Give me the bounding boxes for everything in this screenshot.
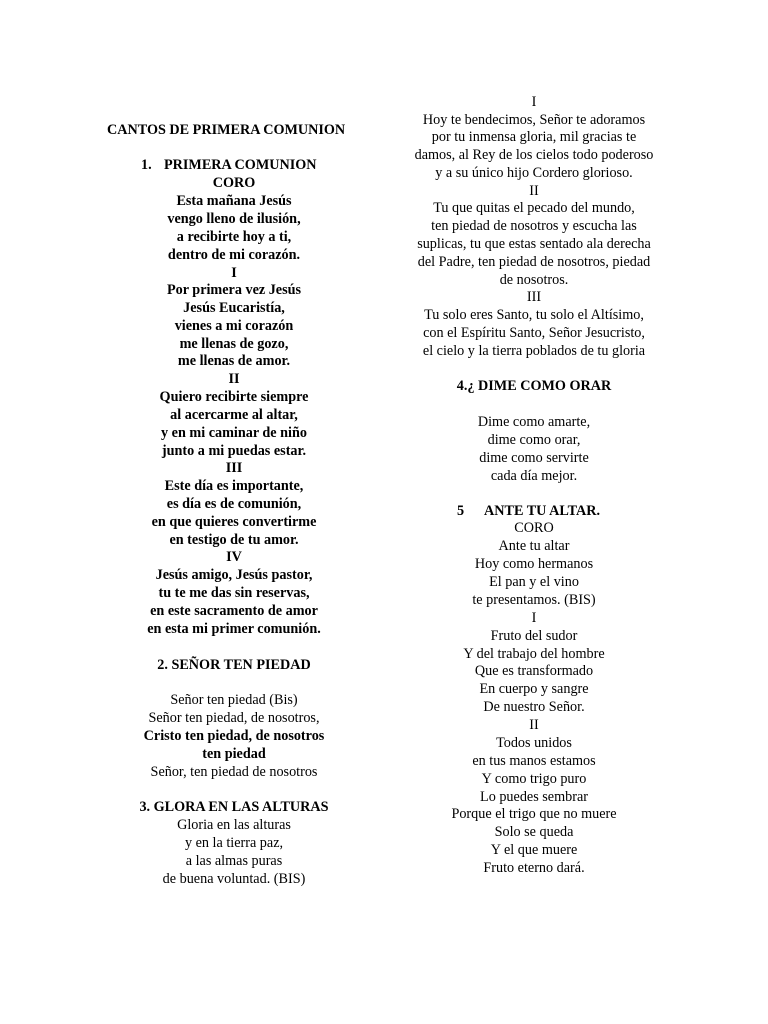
song5-number: 5 [457,503,465,519]
song2-line: Señor ten piedad (Bis) [170,692,298,708]
song4-line: Dime como amarte, [477,414,591,430]
song1-coro-line: dentro de mi corazón. [167,247,301,263]
song5-verse2-label: II [529,717,539,733]
song5-verse2-line: Lo puedes sembrar [480,789,588,805]
song1-verse2-line: y en mi caminar de niño [161,425,307,441]
song1-verse1-line: me llenas de amor. [177,353,291,369]
song1-verse1-line: Por primera vez Jesús [166,282,302,298]
song1-coro-label: CORO [212,175,256,191]
song5-verse1-line: Y del trabajo del hombre [463,646,605,662]
song1-coro-line: vengo lleno de ilusión, [167,211,301,227]
song2-bold-line: ten piedad [202,746,266,762]
song1-coro-line: a recibirte hoy a ti, [176,229,292,245]
document-title: CANTOS DE PRIMERA COMUNION [107,122,346,138]
gloria-verse1-line: por tu inmensa gloria, mil gracias te [431,129,637,145]
song5-verse2-line: Y como trigo puro [481,771,587,787]
song5-coro-line: Hoy como hermanos [474,556,594,572]
song1-verse2-line: Quiero recibirte siempre [159,389,309,405]
song5-coro-line: El pan y el vino [489,574,579,590]
song1-verse2-line: al acercarme al altar, [170,407,298,423]
song3-line: de buena voluntad. (BIS) [162,871,306,887]
gloria-verse2-line: del Padre, ten piedad de nosotros, piedad [417,254,651,270]
gloria-verse2-line: suplicas, tu que estas sentado ala derecha [417,236,651,252]
song1-verse3-line: es día es de comunión, [166,496,302,512]
song5-verse2-line: Todos unidos [496,735,572,751]
gloria-verse1-line: damos, al Rey de los cielos todo poderoso [414,147,654,163]
gloria-verse2-label: II [529,183,539,199]
gloria-verse2-line: ten piedad de nosotros y escucha las [431,218,637,234]
song5-verse2-line: Porque el trigo que no muere [451,806,617,822]
gloria-verse1-line: y a su único hijo Cordero glorioso. [435,165,633,181]
gloria-verse1-label: I [531,94,537,110]
song5-verse2-line: Y el que muere [490,842,578,858]
song1-verse4-line: en este sacramento de amor [150,603,318,619]
song5-title: ANTE TU ALTAR. [484,503,601,519]
song1-coro-line: Esta mañana Jesús [176,193,292,209]
song2-title: 2. SEÑOR TEN PIEDAD [157,657,311,673]
song5-coro-line: Ante tu altar [498,538,570,554]
gloria-verse2-line: de nosotros. [499,272,569,288]
song5-verse1-line: Fruto del sudor [490,628,578,644]
song1-verse1-line: me llenas de gozo, [179,336,289,352]
song1-number: 1. [141,157,152,173]
song1-verse3-label: III [225,460,243,476]
song3-title: 3. GLORA EN LAS ALTURAS [139,799,329,815]
song1-verse4-label: IV [226,549,242,565]
gloria-verse2-line: Tu que quitas el pecado del mundo, [433,200,635,216]
song1-verse2-line: junto a mi puedas estar. [161,443,307,459]
gloria-verse3-line: el cielo y la tierra poblados de tu gloria [422,343,646,359]
song1-verse1-line: Jesús Eucaristía, [183,300,285,316]
song5-verse1-line: En cuerpo y sangre [479,681,589,697]
song5-coro-label: CORO [514,520,554,536]
song5-verse1-line: Que es transformado [474,663,594,679]
gloria-verse3-line: Tu solo eres Santo, tu solo el Altísimo, [424,307,644,323]
song5-verse2-line: Solo se queda [494,824,574,840]
song5-verse2-line: en tus manos estamos [472,753,596,769]
song1-verse2-label: II [228,371,240,387]
song1-verse4-line: Jesús amigo, Jesús pastor, [155,567,313,583]
song1-verse3-line: en testigo de tu amor. [169,532,299,548]
song1-verse1-line: vienes a mi corazón [174,318,294,334]
song1-verse4-line: en esta mi primer comunión. [147,621,321,637]
song1-verse3-line: en que quieres convertirme [151,514,317,530]
song1-title: PRIMERA COMUNION [164,157,317,173]
song5-coro-line: te presentamos. (BIS) [472,592,596,608]
song3-line: a las almas puras [185,853,283,869]
song4-line: cada día mejor. [490,468,578,484]
song5-verse1-label: I [531,610,537,626]
song2-last-line: Señor, ten piedad de nosotros [150,764,318,780]
song4-line: dime como servirte [479,450,589,466]
song3-line: y en la tierra paz, [184,835,284,851]
song3-line: Gloria en las alturas [177,817,291,833]
gloria-verse3-label: III [526,289,542,305]
song5-verse2-line: Fruto eterno dará. [483,860,585,876]
gloria-verse1-line: Hoy te bendecimos, Señor te adoramos [422,112,646,128]
song1-verse4-line: tu te me das sin reservas, [158,585,310,601]
song4-line: dime como orar, [487,432,581,448]
song4-title: 4.¿ DIME COMO ORAR [456,378,612,394]
song1-verse3-line: Este día es importante, [164,478,304,494]
song2-line: Señor ten piedad, de nosotros, [148,710,320,726]
song2-bold-line: Cristo ten piedad, de nosotros [143,728,325,744]
song1-verse1-label: I [231,265,237,281]
gloria-verse3-line: con el Espíritu Santo, Señor Jesucristo, [423,325,645,341]
song5-verse1-line: De nuestro Señor. [483,699,585,715]
